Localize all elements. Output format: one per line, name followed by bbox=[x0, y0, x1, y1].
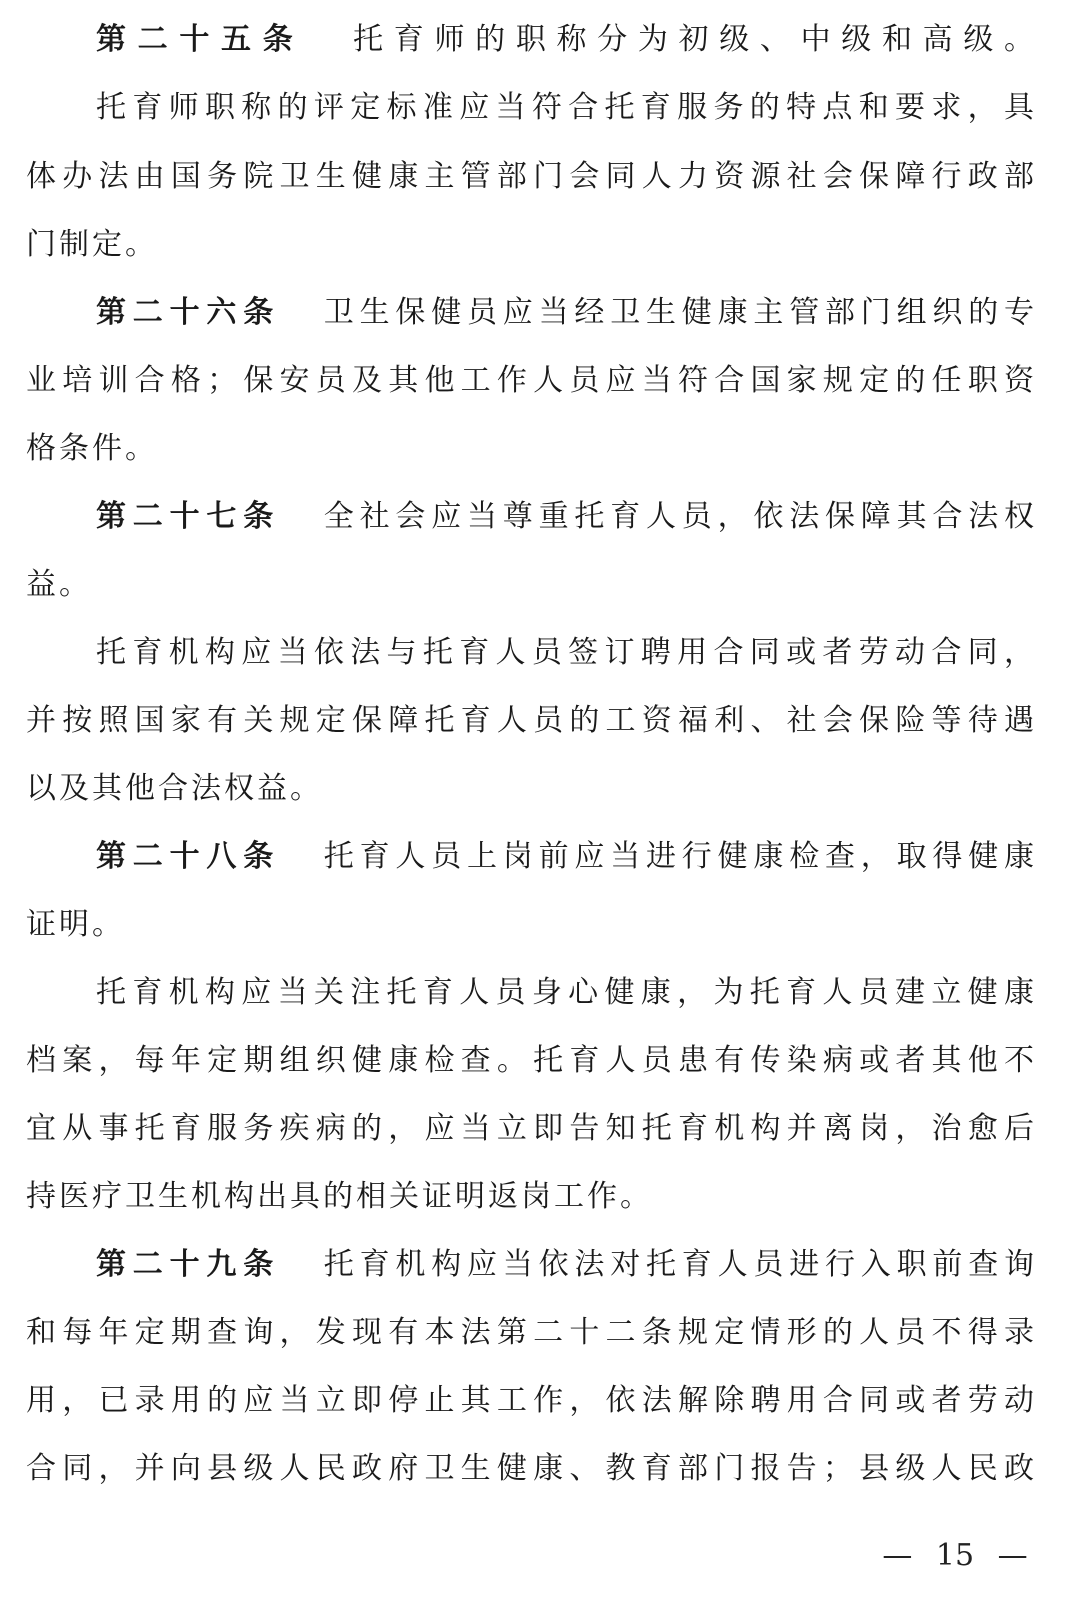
article-26-text: 卫生保健员应当经卫生健康主管部门组织的专 bbox=[318, 295, 1034, 330]
article-27-text: 全社会应当尊重托育人员，依法保障其合法权 bbox=[318, 499, 1034, 534]
article-29-heading: 第二十九条 bbox=[96, 1247, 280, 1282]
article-26-line-2: 业培训合格；保安员及其他工作人员应当符合国家规定的任职资 bbox=[26, 363, 1034, 398]
article-29-line-2: 和每年定期查询，发现有本法第二十二条规定情形的人员不得录 bbox=[26, 1315, 1034, 1350]
page-number: 15 bbox=[935, 1538, 975, 1573]
article-28-line-1 bbox=[96, 837, 1034, 877]
article-28-para-2-line-3: 宜从事托育服务疾病的，应当立即告知托育机构并离岗，治愈后 bbox=[26, 1111, 1034, 1146]
article-28-line-2: 证明。 bbox=[26, 907, 125, 942]
footer-dash-right: — bbox=[997, 1538, 1028, 1573]
article-29-line-4: 合同，并向县级人民政府卫生健康、教育部门报告；县级人民政 bbox=[26, 1451, 1034, 1486]
article-28-para-2-line-2: 档案，每年定期组织健康检查。托育人员患有传染病或者其他不 bbox=[26, 1043, 1034, 1078]
article-27-line-2: 益。 bbox=[26, 567, 92, 602]
article-25-para-2-line-1: 托育师职称的评定标准应当符合托育服务的特点和要求，具 bbox=[96, 90, 1034, 125]
article-29-line-3: 用，已录用的应当立即停止其工作，依法解除聘用合同或者劳动 bbox=[26, 1383, 1034, 1418]
article-26-heading: 第二十六条 bbox=[96, 295, 280, 330]
article-27-line-1 bbox=[96, 497, 1034, 537]
article-29-line-1 bbox=[96, 1245, 1034, 1285]
article-28-para-2-line-4: 持医疗卫生机构出具的相关证明返岗工作。 bbox=[26, 1179, 653, 1214]
article-28-text: 托育人员上岗前应当进行健康检查，取得健康 bbox=[318, 839, 1034, 874]
article-28-heading: 第二十八条 bbox=[96, 839, 280, 874]
article-25-text: 托育师的职称分为初级、中级和高级。 bbox=[342, 22, 1035, 57]
article-25-para-2-line-2: 体办法由国务院卫生健康主管部门会同人力资源社会保障行政部 bbox=[26, 159, 1034, 194]
page-number-footer bbox=[870, 1536, 1040, 1576]
article-27-heading: 第二十七条 bbox=[96, 499, 280, 534]
article-27-para-2-line-3: 以及其他合法权益。 bbox=[26, 771, 323, 806]
article-27-para-2-line-1: 托育机构应当依法与托育人员签订聘用合同或者劳动合同， bbox=[96, 635, 1034, 670]
article-28-para-2-line-1: 托育机构应当关注托育人员身心健康，为托育人员建立健康 bbox=[96, 975, 1034, 1010]
article-29-text: 托育机构应当依法对托育人员进行入职前查询 bbox=[318, 1247, 1034, 1282]
article-25-para-2-line-3: 门制定。 bbox=[26, 227, 158, 262]
article-25-line-1 bbox=[96, 20, 1034, 60]
article-26-line-1 bbox=[96, 293, 1034, 333]
footer-dash-left: — bbox=[882, 1538, 913, 1573]
article-26-line-3: 格条件。 bbox=[26, 431, 158, 466]
article-27-para-2-line-2: 并按照国家有关规定保障托育人员的工资福利、社会保险等待遇 bbox=[26, 703, 1034, 738]
article-25-heading: 第二十五条 bbox=[96, 22, 305, 57]
